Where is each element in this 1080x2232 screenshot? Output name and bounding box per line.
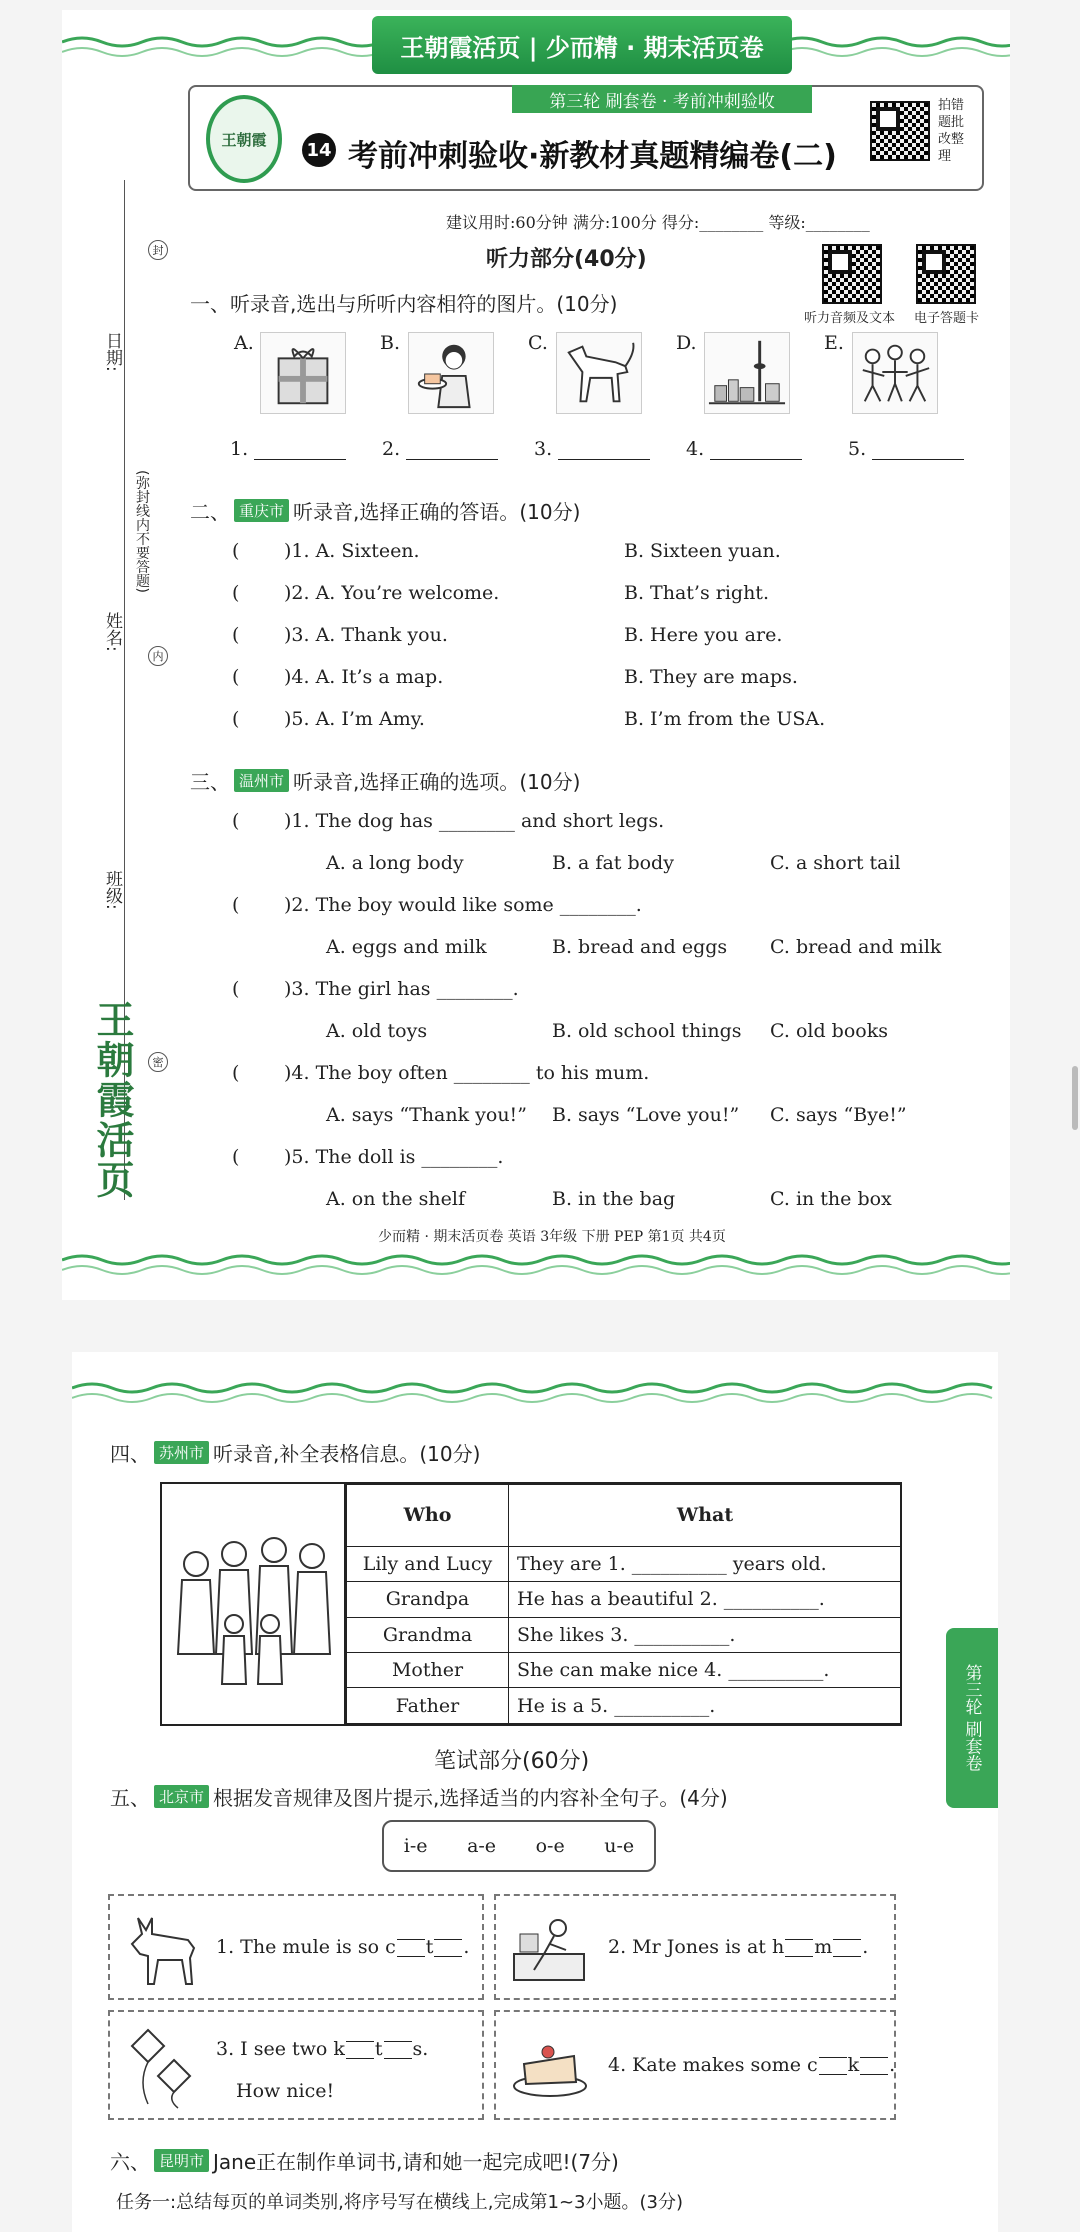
qr-right-note: 拍错题批改整理 <box>938 98 965 164</box>
section-number: 二、 <box>190 500 230 524</box>
top-wave-border <box>72 1376 998 1416</box>
phonics-extra: How nice! <box>236 2080 335 2102</box>
choice-b: B. a fat body <box>552 852 674 874</box>
response-option-a: )3. A. Thank you. <box>284 624 448 646</box>
phonics-sentence <box>216 1936 469 1958</box>
task-instruction: 任务一:总结每页的单词类别,将序号写在横线上,完成第1~3小题。(3分) <box>116 2192 683 2213</box>
choice-b: B. says “Love you!” <box>552 1104 740 1126</box>
phonics-sentence <box>608 2054 895 2076</box>
question-stem: )1. The dog has ________ and short legs. <box>284 810 665 832</box>
answer-blank-5[interactable] <box>848 438 964 460</box>
exam-meta: 建议用时:60分钟 满分:100分 得分:________ 等级:________ <box>446 213 870 232</box>
response-option-b: B. They are maps. <box>624 666 798 688</box>
option-label: E. <box>824 332 844 354</box>
letter-blank[interactable] <box>819 2057 847 2075</box>
sentence-text: s. <box>412 2038 429 2060</box>
section-number: 四、 <box>110 1442 150 1466</box>
column-header-what: What <box>509 1485 902 1547</box>
girl-with-cake-picture <box>408 332 494 414</box>
sound-option[interactable]: i-e <box>403 1835 428 1857</box>
blank-number: 3. <box>534 438 553 460</box>
city-skyline-picture <box>704 332 790 414</box>
response-option-b: B. Here you are. <box>624 624 783 646</box>
kites-picture <box>118 2020 208 2110</box>
answer-paren[interactable]: ( <box>232 582 240 604</box>
dog-picture <box>556 332 642 414</box>
choice-b: B. in the bag <box>552 1188 676 1210</box>
section-6-heading <box>110 2146 619 2175</box>
phonics-item-3 <box>108 2010 484 2120</box>
listening-title: 听力部分(40分) <box>486 247 647 272</box>
who-cell: Lily and Lucy <box>347 1546 509 1581</box>
answer-paren[interactable]: ( <box>232 708 240 730</box>
answer-blank-4[interactable] <box>686 438 802 460</box>
section-instruction: 听录音,选择正确的答语。(10分) <box>293 500 581 524</box>
name-label: 姓名: <box>102 612 122 652</box>
cake-picture <box>504 2020 594 2110</box>
what-cell[interactable]: He has a beautiful 2. __________. <box>509 1582 902 1617</box>
sentence-text: t <box>425 1936 434 1958</box>
choice-b: B. bread and eggs <box>552 936 728 958</box>
qr-audio-label: 听力音频及文本 <box>804 311 896 326</box>
response-option-b: B. Sixteen yuan. <box>624 540 781 562</box>
section-instruction: 根据发音规律及图片提示,选择适当的内容补全句子。(4分) <box>213 1786 728 1810</box>
choice-a: A. says “Thank you!” <box>326 1104 527 1126</box>
question-stem: )4. The boy often ________ to his mum. <box>284 1062 650 1084</box>
city-tag: 温州市 <box>234 769 289 792</box>
qr-card-label: 电子答题卡 <box>914 311 980 326</box>
blank-number: 2. <box>382 438 401 460</box>
sound-options-box <box>382 1820 656 1872</box>
exam-page-1 <box>62 10 1010 1300</box>
writing-title: 笔试部分(60分) <box>434 1749 590 1774</box>
choice-a: A. old toys <box>326 1020 428 1042</box>
brand-logo: 王朝霞 <box>206 95 282 183</box>
seal-mark: 封 <box>148 240 168 260</box>
section-5-heading <box>110 1782 728 1811</box>
table-row <box>347 1653 902 1688</box>
sentence-text: 2. Mr Jones is at h <box>608 1936 785 1958</box>
sentence-text: 3. I see two k <box>216 2038 345 2060</box>
round-side-tab: 第三轮 刷套卷 <box>946 1628 998 1808</box>
blank-number: 5. <box>848 438 867 460</box>
response-option-a: )4. A. It’s a map. <box>284 666 444 688</box>
paper-number: 14 <box>302 133 336 167</box>
mule-picture <box>118 1904 208 1994</box>
choice-b: B. old school things <box>552 1020 742 1042</box>
response-option-a: )1. A. Sixteen. <box>284 540 420 562</box>
phonics-item-2 <box>494 1894 896 2000</box>
section-3-heading <box>190 766 580 795</box>
sentence-text: t <box>374 2038 383 2060</box>
what-cell[interactable]: He is a 5. __________. <box>509 1688 902 1724</box>
response-option-a: )2. A. You’re welcome. <box>284 582 500 604</box>
answer-paren[interactable]: ( <box>232 978 240 1000</box>
man-at-home-picture <box>504 1904 594 1994</box>
option-label: C. <box>528 332 548 354</box>
city-tag: 北京市 <box>154 1785 209 1808</box>
section-1-heading: 一、听录音,选出与所听内容相符的图片。(10分) <box>190 292 618 316</box>
section-2-heading <box>190 496 580 525</box>
choice-c: C. bread and milk <box>770 936 942 958</box>
answer-paren[interactable]: ( <box>232 540 240 562</box>
who-cell: Father <box>347 1688 509 1724</box>
sound-option[interactable]: a-e <box>467 1835 497 1857</box>
choice-a: A. eggs and milk <box>326 936 487 958</box>
section-4-heading <box>110 1438 480 1467</box>
choice-a: A. on the shelf <box>326 1188 466 1210</box>
response-option-a: )5. A. I’m Amy. <box>284 708 425 730</box>
table-row <box>347 1688 902 1724</box>
choice-c: C. says “Bye!” <box>770 1104 907 1126</box>
choice-a: A. a long body <box>326 852 464 874</box>
what-cell[interactable]: She can make nice 4. __________. <box>509 1653 902 1688</box>
answer-paren[interactable]: ( <box>232 624 240 646</box>
section-number: 三、 <box>190 770 230 794</box>
sentence-text: . <box>862 1936 869 1958</box>
phonics-item-1 <box>108 1894 484 2000</box>
section-instruction: 听录音,补全表格信息。(10分) <box>213 1442 481 1466</box>
phonics-sentence <box>216 2038 428 2060</box>
option-label: A. <box>234 332 254 354</box>
sentence-text: 1. The mule is so c <box>216 1936 396 1958</box>
city-tag: 重庆市 <box>234 499 289 522</box>
choice-c: C. in the box <box>770 1188 892 1210</box>
section-number: 六、 <box>110 2150 150 2174</box>
phonics-item-4 <box>494 2010 896 2120</box>
response-option-b: B. I’m from the USA. <box>624 708 826 730</box>
city-tag: 昆明市 <box>154 2149 209 2172</box>
section-instruction: Jane正在制作单词书,请和她一起完成吧!(7分) <box>213 2150 619 2174</box>
phonics-sentence <box>608 1936 868 1958</box>
page-footer: 少而精 · 期末活页卷 英语 3年级 下册 PEP 第1页 共4页 <box>378 1229 726 1245</box>
answer-blank-1[interactable] <box>230 438 346 460</box>
kids-playing-picture <box>852 332 938 414</box>
family-picture <box>162 1484 346 1724</box>
option-label: D. <box>676 332 697 354</box>
sentence-text: k <box>847 2054 860 2076</box>
question-stem: )2. The boy would like some ________. <box>284 894 642 916</box>
qr-code-icon[interactable] <box>870 101 930 161</box>
letter-blank[interactable] <box>434 1939 462 1957</box>
answer-paren[interactable]: ( <box>232 894 240 916</box>
letter-blank[interactable] <box>346 2041 374 2059</box>
option-label: B. <box>380 332 401 354</box>
who-cell: Grandpa <box>347 1582 509 1617</box>
sound-option[interactable]: o-e <box>535 1835 565 1857</box>
what-cell[interactable]: She likes 3. __________. <box>509 1617 902 1652</box>
answer-paren[interactable]: ( <box>232 1146 240 1168</box>
response-option-b: B. That’s right. <box>624 582 769 604</box>
letter-blank[interactable] <box>860 2057 888 2075</box>
seal-note: (弥封线内不要答题) <box>134 470 150 593</box>
table-row <box>347 1546 902 1581</box>
section-instruction: 听录音,选择正确的选项。(10分) <box>293 770 581 794</box>
letter-blank[interactable] <box>785 1939 813 1957</box>
blank-number: 4. <box>686 438 705 460</box>
answer-paren[interactable]: ( <box>232 1062 240 1084</box>
answer-blank-3[interactable] <box>534 438 650 460</box>
family-info-table <box>160 1482 902 1726</box>
sound-option[interactable]: u-e <box>604 1835 635 1857</box>
choice-c: C. old books <box>770 1020 888 1042</box>
sentence-text: . <box>889 2054 896 2076</box>
answer-blank-2[interactable] <box>382 438 498 460</box>
class-label: 班级: <box>102 870 122 910</box>
who-cell: Mother <box>347 1653 509 1688</box>
seal-mark: 内 <box>148 646 168 666</box>
seal-mark: 密 <box>148 1052 168 1072</box>
answer-paren[interactable]: ( <box>232 666 240 688</box>
city-tag: 苏州市 <box>154 1441 209 1464</box>
choice-c: C. a short tail <box>770 852 901 874</box>
what-cell[interactable]: They are 1. __________ years old. <box>509 1546 902 1581</box>
scrollbar-thumb[interactable] <box>1072 1066 1078 1130</box>
qr-code-icon[interactable] <box>822 244 882 304</box>
qr-code-icon[interactable] <box>916 244 976 304</box>
date-label: 日期: <box>102 332 122 372</box>
column-header-who: Who <box>347 1485 509 1547</box>
table-row <box>347 1582 902 1617</box>
bottom-wave-border <box>62 1246 1010 1286</box>
round-subtitle: 第三轮 刷套卷 · 考前冲刺验收 <box>512 85 812 113</box>
question-stem: )5. The doll is ________. <box>284 1146 504 1168</box>
sentence-text: 4. Kate makes some c <box>608 2054 818 2076</box>
section-number: 五、 <box>110 1786 150 1810</box>
sentence-text: . <box>463 1936 470 1958</box>
blank-number: 1. <box>230 438 249 460</box>
question-stem: )3. The girl has ________. <box>284 978 519 1000</box>
title-box <box>188 85 984 191</box>
gift-box-picture <box>260 332 346 414</box>
letter-blank[interactable] <box>397 1939 425 1957</box>
seal-margin <box>62 10 182 1300</box>
info-grid <box>346 1484 902 1724</box>
letter-blank[interactable] <box>384 2041 412 2059</box>
paper-title: 考前冲刺验收·新教材真题精编卷(二) <box>348 139 837 174</box>
exam-page-2 <box>72 1352 998 2232</box>
brand-vertical: 王朝霞活页 <box>90 1000 134 1200</box>
answer-paren[interactable]: ( <box>232 810 240 832</box>
header-band: 王朝霞活页 | 少而精 · 期末活页卷 <box>372 16 792 74</box>
who-cell: Grandma <box>347 1617 509 1652</box>
letter-blank[interactable] <box>833 1939 861 1957</box>
table-row <box>347 1617 902 1652</box>
sentence-text: m <box>814 1936 833 1958</box>
